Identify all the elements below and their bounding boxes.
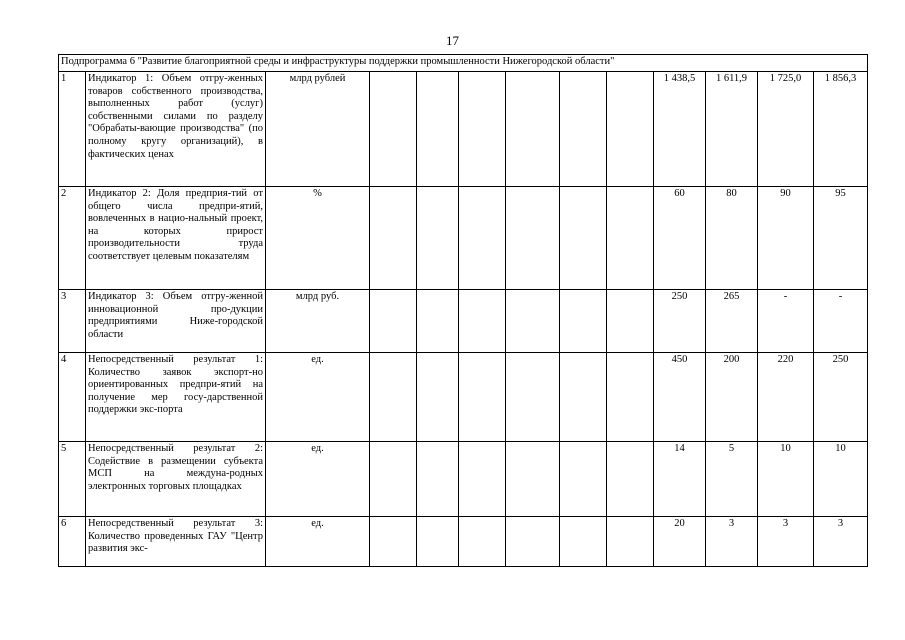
empty-cell (417, 353, 459, 442)
value-cell: 10 (758, 442, 814, 517)
indicator-description: Непосредственный результат 3: Количество проведенных ГАУ "Центр развития экс- (86, 517, 266, 567)
empty-cell (370, 72, 417, 187)
empty-cell (560, 187, 607, 290)
empty-cell (459, 72, 506, 187)
unit-of-measure: % (266, 187, 370, 290)
unit-of-measure: ед. (266, 353, 370, 442)
value-cell: 80 (706, 187, 758, 290)
value-cell: 95 (814, 187, 868, 290)
empty-cell (607, 187, 654, 290)
empty-cell (459, 187, 506, 290)
page-number: 17 (446, 33, 459, 48)
row-number: 1 (59, 72, 86, 187)
row-number: 3 (59, 290, 86, 353)
value-cell: 14 (654, 442, 706, 517)
value-cell: 60 (654, 187, 706, 290)
value-cell: 1 611,9 (706, 72, 758, 187)
empty-cell (459, 517, 506, 567)
value-cell: - (814, 290, 868, 353)
value-cell: 3 (814, 517, 868, 567)
subprogram-title: Подпрограмма 6 "Развитие благоприятной среды и инфраструктуры поддержки промышленности Нижегородской области" (59, 55, 868, 72)
empty-cell (607, 72, 654, 187)
value-cell: 1 438,5 (654, 72, 706, 187)
table-row (59, 517, 868, 567)
subprogram-header-row (59, 55, 868, 72)
empty-cell (560, 442, 607, 517)
empty-cell (560, 517, 607, 567)
empty-cell (506, 187, 560, 290)
empty-cell (607, 290, 654, 353)
value-cell: 200 (706, 353, 758, 442)
empty-cell (506, 517, 560, 567)
table-row (59, 187, 868, 290)
row-number: 2 (59, 187, 86, 290)
indicator-description: Непосредственный результат 1: Количество заявок экспорт-но ориентированных предпри-ятий на получение мер госу-дарственной поддержки экс-порта (86, 353, 266, 442)
empty-cell (417, 72, 459, 187)
unit-of-measure: ед. (266, 442, 370, 517)
empty-cell (506, 442, 560, 517)
value-cell: - (758, 290, 814, 353)
value-cell: 450 (654, 353, 706, 442)
unit-of-measure: ед. (266, 517, 370, 567)
empty-cell (370, 353, 417, 442)
value-cell: 3 (706, 517, 758, 567)
table-row (59, 442, 868, 517)
empty-cell (417, 517, 459, 567)
empty-cell (607, 517, 654, 567)
value-cell: 20 (654, 517, 706, 567)
empty-cell (560, 72, 607, 187)
unit-of-measure: млрд руб. (266, 290, 370, 353)
value-cell: 265 (706, 290, 758, 353)
empty-cell (370, 290, 417, 353)
empty-cell (607, 353, 654, 442)
empty-cell (459, 290, 506, 353)
empty-cell (370, 517, 417, 567)
empty-cell (417, 187, 459, 290)
indicators-table (58, 54, 868, 567)
empty-cell (417, 442, 459, 517)
indicator-description: Непосредственный результат 2: Содействие в размещении субъекта МСП на междуна-родных электронных торговых площадках (86, 442, 266, 517)
indicator-description: Индикатор 1: Объем отгру-женных товаров собственного производства, выполненных работ (услуг) собственными силами по разделу "Обрабаты-вающие производства" (по полному кругу организаций), в фактических ценах (86, 72, 266, 187)
empty-cell (506, 353, 560, 442)
empty-cell (417, 290, 459, 353)
indicator-description: Индикатор 2: Доля предприя-тий от общего числа предпри-ятий, вовлеченных в нацио-нальный проект, на которых прирост производительности труда соответствует целевым показателям (86, 187, 266, 290)
unit-of-measure: млрд рублей (266, 72, 370, 187)
empty-cell (506, 290, 560, 353)
indicator-description: Индикатор 3: Объем отгру-женной инновационной про-дукции предприятиями Ниже-городской области (86, 290, 266, 353)
empty-cell (370, 442, 417, 517)
empty-cell (370, 187, 417, 290)
value-cell: 220 (758, 353, 814, 442)
value-cell: 250 (814, 353, 868, 442)
value-cell: 3 (758, 517, 814, 567)
value-cell: 1 856,3 (814, 72, 868, 187)
empty-cell (459, 442, 506, 517)
empty-cell (560, 353, 607, 442)
row-number: 5 (59, 442, 86, 517)
empty-cell (560, 290, 607, 353)
row-number: 6 (59, 517, 86, 567)
empty-cell (607, 442, 654, 517)
empty-cell (459, 353, 506, 442)
row-number: 4 (59, 353, 86, 442)
value-cell: 10 (814, 442, 868, 517)
value-cell: 90 (758, 187, 814, 290)
table-row (59, 353, 868, 442)
value-cell: 5 (706, 442, 758, 517)
value-cell: 1 725,0 (758, 72, 814, 187)
table-row (59, 290, 868, 353)
value-cell: 250 (654, 290, 706, 353)
empty-cell (506, 72, 560, 187)
table-row (59, 72, 868, 187)
